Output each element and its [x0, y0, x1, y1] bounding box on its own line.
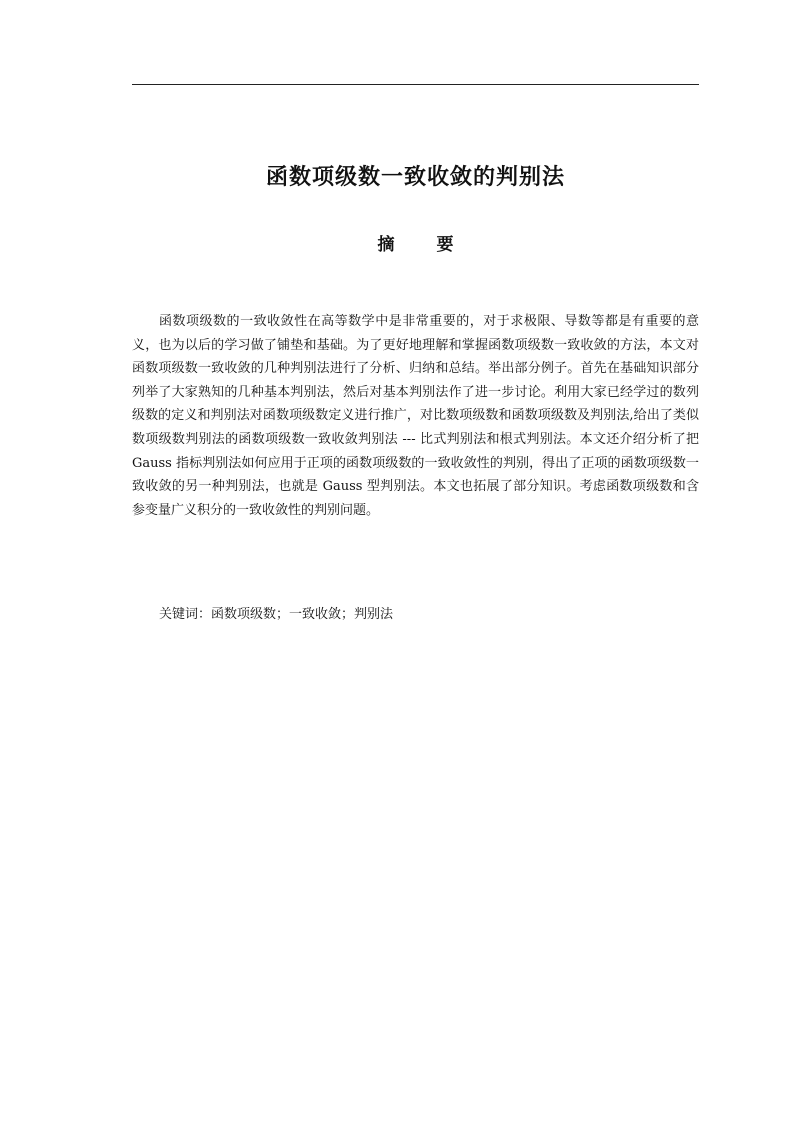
document-title: 函数项级数一致收敛的判别法 — [265, 165, 565, 190]
keywords: 关键词：函数项级数；一致收敛；判别法 — [159, 607, 394, 622]
abstract-body: 函数项级数的一致收敛性在高等数学中是非常重要的，对于求极限、导数等都是有重要的意义，也为以后的学习做了铺垫和基础。为了更好地理解和掌握函数项级数一致收敛的方法，本文对函数项级数一致收敛的几种判别法进行了分析、归纳和总结。举出部分例子。首先在基础知识部分列举了大家熟知的几种基本判别法，然后对基本判别法作了进一步讨论。利用大家已经学过的数列级数的定义和判别法对函数项级数定义进行推广，对比数项级数和函数项级数及判别法,给出了类似数项级数判别法的函数项级数一致收敛判别法 --- 比式判别法和根式判别法。本文还介绍分析了把 Gauss 指标判别法如何应用于正项的函数项级数的一致收敛性的判别，得出了正项的函数项级数一致收敛的另一种判别法，也就是 Gauss 型判别法。本文也拓展了部分知识。考虑函数项级数和含参变量广义积分的一致收敛性的判别问题。 — [132, 314, 699, 518]
header-rule — [132, 84, 699, 85]
abstract-heading: 摘 要 — [377, 235, 472, 255]
